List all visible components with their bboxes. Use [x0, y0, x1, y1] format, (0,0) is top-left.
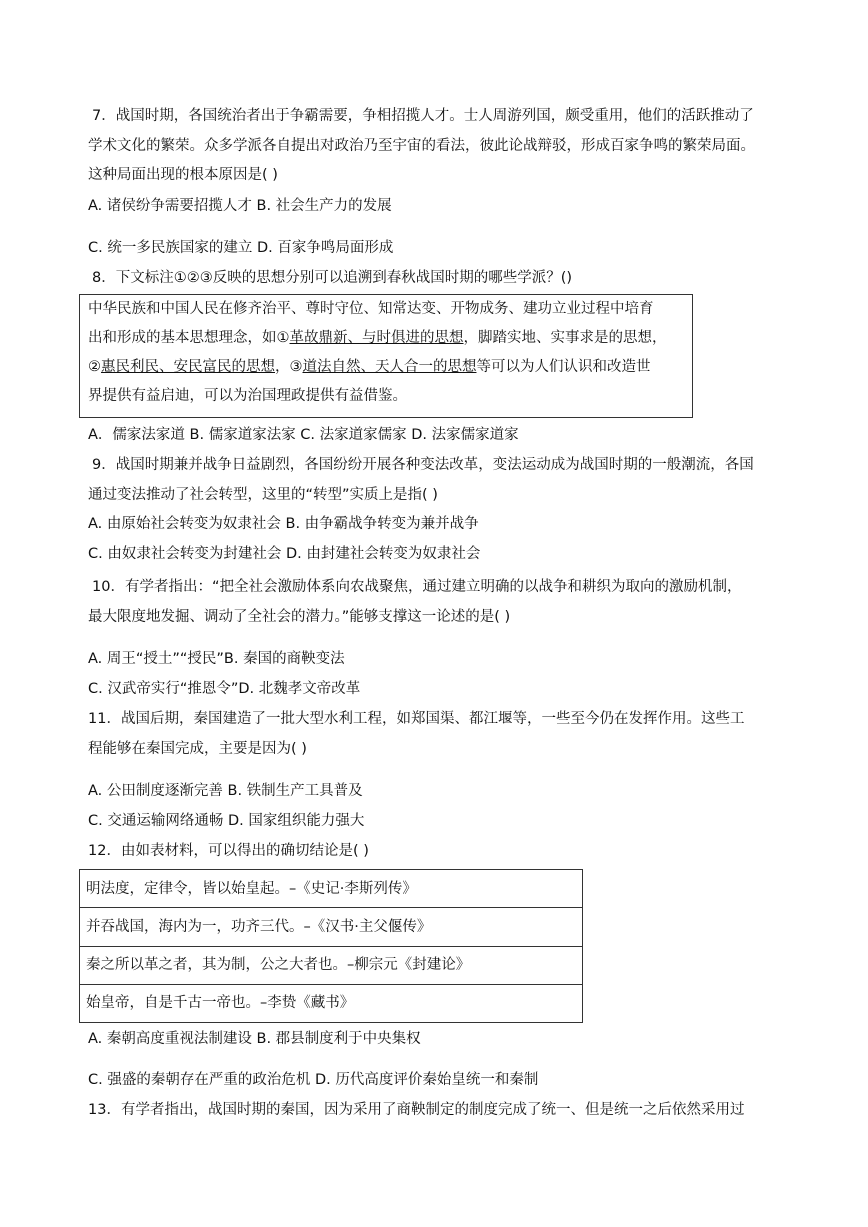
q8-stem: 8．下文标注①②③反映的思想分别可以追溯到春秋战国时期的哪些学派？()	[92, 270, 573, 286]
q7-line-1: 7．战国时期，各国统治者出于争霸需要，争相招揽人才。士人周游列国，颇受重用，他们的活跃推动了	[92, 108, 754, 124]
q8-box-text: 出和形成的基本思想理念，如①	[88, 330, 290, 346]
table-cell: 并吞战国，海内为一，功齐三代。–《汉书·主父偃传》	[86, 919, 432, 935]
table-cell: 秦之所以革之者，其为制，公之大者也。–柳宗元《封建论》	[86, 957, 471, 973]
q10-line-1: 10．有学者指出：“把全社会激励体系向农战聚焦，通过建立明确的以战争和耕织为取向的激励机制，	[92, 579, 742, 595]
q8-box-line-4: 界提供有益启迪，可以为治国理政提供有益借鉴。	[88, 388, 407, 404]
q11-line-1: 11．战国后期，秦国建造了一批大型水利工程，如郑国渠、都江堰等，一些至今仍在发挥作用。这些工	[88, 711, 745, 727]
q11-options-cd: C. 交通运输网络通畅 D. 国家组织能力强大	[88, 813, 365, 829]
q11-line-2: 程能够在秦国完成，主要是因为( )	[88, 741, 307, 757]
q8-box-line-1: 中华民族和中国人民在修齐治平、尊时守位、知常达变、开物成务、建功立业过程中培育	[88, 301, 654, 317]
q7-options-ab: A. 诸侯纷争需要招揽人才 B. 社会生产力的发展	[88, 198, 392, 214]
q13-line-1: 13．有学者指出，战国时期的秦国，因为采用了商鞅制定的制度完成了统一、但是统一之后依然采用过	[88, 1102, 745, 1118]
q12-stem: 12．由如表材料，可以得出的确切结论是( )	[88, 843, 369, 859]
table-row	[79, 869, 583, 908]
q8-underlined-idea-2: 惠民利民、安民富民的思想	[101, 359, 275, 375]
q7-line-2: 学术文化的繁荣。众多学派各自提出对政治乃至宇宙的看法，彼此论战辩驳，形成百家争鸣的繁荣局面。	[88, 138, 755, 154]
q8-underlined-idea-3: 道法自然、天人合一的思想	[302, 359, 477, 375]
q8-underlined-idea-1: 革故鼎新、与时俱进的思想	[289, 330, 464, 346]
q8-box-text: ，③	[275, 359, 303, 375]
q12-options-ab: A. 秦朝高度重视法制建设 B. 郡县制度利于中央集权	[88, 1031, 421, 1047]
q8-quote-box	[79, 294, 693, 418]
table-cell: 明法度，定律令，皆以始皇起。–《史记·李斯列传》	[86, 881, 417, 897]
q8-options: A．儒家法家道 B. 儒家道家法家 C. 法家道家儒家 D. 法家儒家道家	[88, 427, 519, 443]
q10-line-2: 最大限度地发掘、调动了全社会的潜力。”能够支撑这一论述的是( )	[88, 609, 511, 625]
table-cell: 始皇帝，自是千古一帝也。–李贽《藏书》	[86, 995, 355, 1011]
q10-options-cd: C. 汉武帝实行“推恩令”D. 北魏孝文帝改革	[88, 681, 361, 697]
q8-box-text: ②	[88, 359, 101, 375]
q10-options-ab: A. 周王“授土”“授民”B. 秦国的商鞅变法	[88, 651, 345, 667]
q11-options-ab: A. 公田制度逐渐完善 B. 铁制生产工具普及	[88, 783, 363, 799]
q8-box-text: 等可以为人们认识和改造世	[476, 359, 651, 375]
q9-options-cd: C. 由奴隶社会转变为封建社会 D. 由封建社会转变为奴隶社会	[88, 546, 481, 562]
q9-line-1: 9．战国时期兼并战争日益剧烈，各国纷纷开展各种变法改革，变法运动成为战国时期的一般潮流，各国	[92, 457, 754, 473]
q8-box-line-3	[88, 357, 651, 377]
q8-box-text: ，脚踏实地、实事求是的思想，	[463, 330, 667, 346]
table-row	[79, 908, 583, 947]
q8-box-line-2	[88, 328, 667, 348]
q7-options-cd: C. 统一多民族国家的建立 D. 百家争鸣局面形成	[88, 240, 394, 256]
q12-options-cd: C. 强盛的秦朝存在严重的政治危机 D. 历代高度评价秦始皇统一和秦制	[88, 1072, 539, 1088]
q7-line-3: 这种局面出现的根本原因是( )	[88, 167, 278, 183]
table-row	[79, 946, 583, 985]
q9-options-ab: A. 由原始社会转变为奴隶社会 B. 由争霸战争转变为兼并战争	[88, 516, 479, 532]
q9-line-2: 通过变法推动了社会转型，这里的“转型”实质上是指( )	[88, 487, 438, 503]
table-row	[79, 984, 583, 1023]
